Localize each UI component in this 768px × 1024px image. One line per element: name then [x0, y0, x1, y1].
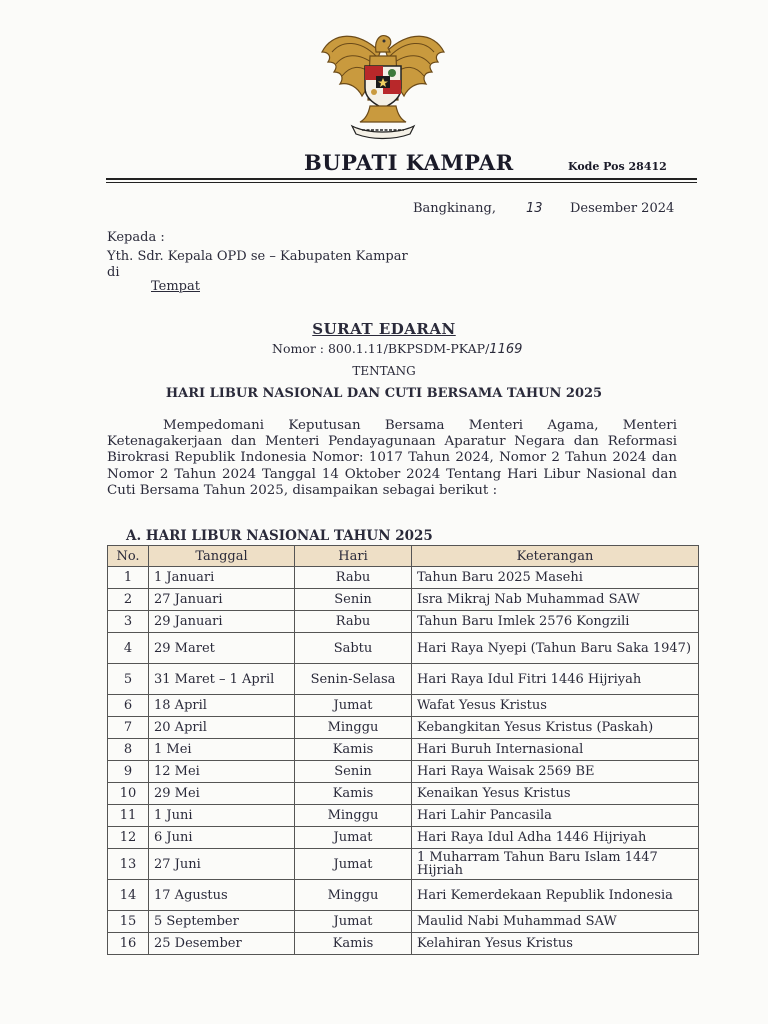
- cell-keterangan: Hari Buruh Internasional: [412, 739, 699, 761]
- cell-tanggal: 25 Desember: [149, 933, 295, 955]
- letter-number-prefix: Nomor : 800.1.11/BKPSDM-PKAP/: [272, 341, 490, 356]
- cell-keterangan: Isra Mikraj Nab Muhammad SAW: [412, 589, 699, 611]
- cell-no: 7: [108, 717, 149, 739]
- cell-tanggal: 31 Maret – 1 April: [149, 664, 295, 695]
- cell-hari: Minggu: [295, 880, 412, 911]
- cell-tanggal: 1 Januari: [149, 567, 295, 589]
- section-a-title: A. HARI LIBUR NASIONAL TAHUN 2025: [126, 528, 433, 544]
- table-row: [108, 695, 699, 717]
- cell-hari: Rabu: [295, 567, 412, 589]
- cell-hari: Senin: [295, 761, 412, 783]
- letter-tentang: TENTANG: [352, 364, 416, 378]
- cell-keterangan: Kebangkitan Yesus Kristus (Paskah): [412, 717, 699, 739]
- cell-keterangan: Hari Kemerdekaan Republik Indonesia: [412, 880, 699, 911]
- cell-keterangan: Hari Lahir Pancasila: [412, 805, 699, 827]
- cell-no: 16: [108, 933, 149, 955]
- cell-tanggal: 29 Mei: [149, 783, 295, 805]
- recipient-yth: Yth. Sdr. Kepala OPD se – Kabupaten Kampar: [107, 249, 408, 264]
- table-row: [108, 664, 699, 695]
- cell-no: 2: [108, 589, 149, 611]
- cell-hari: Jumat: [295, 695, 412, 717]
- cell-hari: Jumat: [295, 911, 412, 933]
- date-day: 13: [526, 201, 543, 216]
- table-row: [108, 717, 699, 739]
- recipient-tempat: Tempat: [151, 279, 200, 294]
- letterhead-title: BUPATI KAMPAR: [304, 150, 514, 175]
- cell-keterangan: Hari Raya Nyepi (Tahun Baru Saka 1947): [412, 633, 699, 664]
- cell-hari: Senin: [295, 589, 412, 611]
- holiday-table-body: [108, 567, 699, 955]
- cell-keterangan: Wafat Yesus Kristus: [412, 695, 699, 717]
- cell-hari: Rabu: [295, 611, 412, 633]
- column-header-keterangan: Keterangan: [412, 546, 699, 567]
- column-header-hari: Hari: [295, 546, 412, 567]
- cell-no: 4: [108, 633, 149, 664]
- cell-no: 14: [108, 880, 149, 911]
- cell-hari: Kamis: [295, 739, 412, 761]
- table-row: [108, 849, 699, 880]
- table-row: [108, 611, 699, 633]
- cell-tanggal: 20 April: [149, 717, 295, 739]
- cell-tanggal: 12 Mei: [149, 761, 295, 783]
- cell-hari: Jumat: [295, 827, 412, 849]
- letterhead-rule-thick: [106, 178, 697, 180]
- cell-tanggal: 1 Mei: [149, 739, 295, 761]
- cell-tanggal: 29 Januari: [149, 611, 295, 633]
- cell-keterangan: Hari Raya Idul Fitri 1446 Hijriyah: [412, 664, 699, 695]
- letter-body: [107, 418, 677, 499]
- cell-no: 10: [108, 783, 149, 805]
- cell-no: 5: [108, 664, 149, 695]
- column-header-no: No.: [108, 546, 149, 567]
- table-row: [108, 633, 699, 664]
- recipient-kepada: Kepada :: [107, 230, 165, 245]
- cell-tanggal: 18 April: [149, 695, 295, 717]
- cell-hari: Kamis: [295, 783, 412, 805]
- cell-no: 1: [108, 567, 149, 589]
- cell-no: 11: [108, 805, 149, 827]
- cell-no: 8: [108, 739, 149, 761]
- table-row: [108, 880, 699, 911]
- cell-hari: Minggu: [295, 717, 412, 739]
- cell-keterangan: Tahun Baru Imlek 2576 Kongzili: [412, 611, 699, 633]
- cell-no: 6: [108, 695, 149, 717]
- cell-no: 13: [108, 849, 149, 880]
- letter-title: SURAT EDARAN: [312, 320, 456, 338]
- table-row: [108, 933, 699, 955]
- cell-hari: Minggu: [295, 805, 412, 827]
- table-row: [108, 783, 699, 805]
- recipient-di: di: [107, 265, 120, 280]
- letter-subject: HARI LIBUR NASIONAL DAN CUTI BERSAMA TAHUN 2025: [165, 386, 603, 401]
- cell-hari: Sabtu: [295, 633, 412, 664]
- cell-no: 9: [108, 761, 149, 783]
- letter-body-text: Mempedomani Keputusan Bersama Menteri Agama, Menteri Ketenagakerjaan dan Menteri Pendayagunaan Aparatur Negara dan Reformasi Birokrasi Republik Indonesia Nomor: 1017 Tahun 2024, Nomor 2 Tahun 2024 dan Nomor 2 Tahun 2024 Tanggal 14 Oktober 2024 Tentang Hari Libur Nasional dan Cuti Bersama Tahun 2025, disampaikan sebagai berikut :: [107, 418, 677, 498]
- date-month-year: Desember 2024: [570, 201, 675, 216]
- cell-hari: Senin-Selasa: [295, 664, 412, 695]
- table-row: [108, 805, 699, 827]
- cell-keterangan: Kenaikan Yesus Kristus: [412, 783, 699, 805]
- postal-code: Kode Pos 28412: [568, 160, 667, 173]
- cell-tanggal: 6 Juni: [149, 827, 295, 849]
- column-header-tanggal: Tanggal: [149, 546, 295, 567]
- cell-hari: Kamis: [295, 933, 412, 955]
- cell-tanggal: 29 Maret: [149, 633, 295, 664]
- cell-keterangan: Hari Raya Idul Adha 1446 Hijriyah: [412, 827, 699, 849]
- cell-keterangan: Kelahiran Yesus Kristus: [412, 933, 699, 955]
- cell-keterangan: Maulid Nabi Muhammad SAW: [412, 911, 699, 933]
- table-row: [108, 739, 699, 761]
- cell-tanggal: 17 Agustus: [149, 880, 295, 911]
- table-row: [108, 567, 699, 589]
- letter-number: [272, 341, 522, 357]
- table-row: [108, 911, 699, 933]
- table-row: [108, 827, 699, 849]
- garuda-emblem-icon: [318, 22, 448, 140]
- cell-no: 3: [108, 611, 149, 633]
- table-row: [108, 761, 699, 783]
- cell-no: 12: [108, 827, 149, 849]
- cell-hari: Jumat: [295, 849, 412, 880]
- cell-tanggal: 5 September: [149, 911, 295, 933]
- cell-keterangan: Tahun Baru 2025 Masehi: [412, 567, 699, 589]
- cell-tanggal: 27 Juni: [149, 849, 295, 880]
- table-row: [108, 589, 699, 611]
- cell-tanggal: 1 Juni: [149, 805, 295, 827]
- date-place: Bangkinang,: [413, 201, 496, 216]
- cell-keterangan: Hari Raya Waisak 2569 BE: [412, 761, 699, 783]
- cell-tanggal: 27 Januari: [149, 589, 295, 611]
- holiday-table: [107, 545, 699, 955]
- cell-keterangan: 1 Muharram Tahun Baru Islam 1447 Hijriah: [412, 849, 699, 880]
- letter-number-handwritten: 1169: [489, 342, 523, 357]
- table-header-row: [108, 546, 699, 567]
- cell-no: 15: [108, 911, 149, 933]
- letterhead-rule-thin: [106, 182, 697, 183]
